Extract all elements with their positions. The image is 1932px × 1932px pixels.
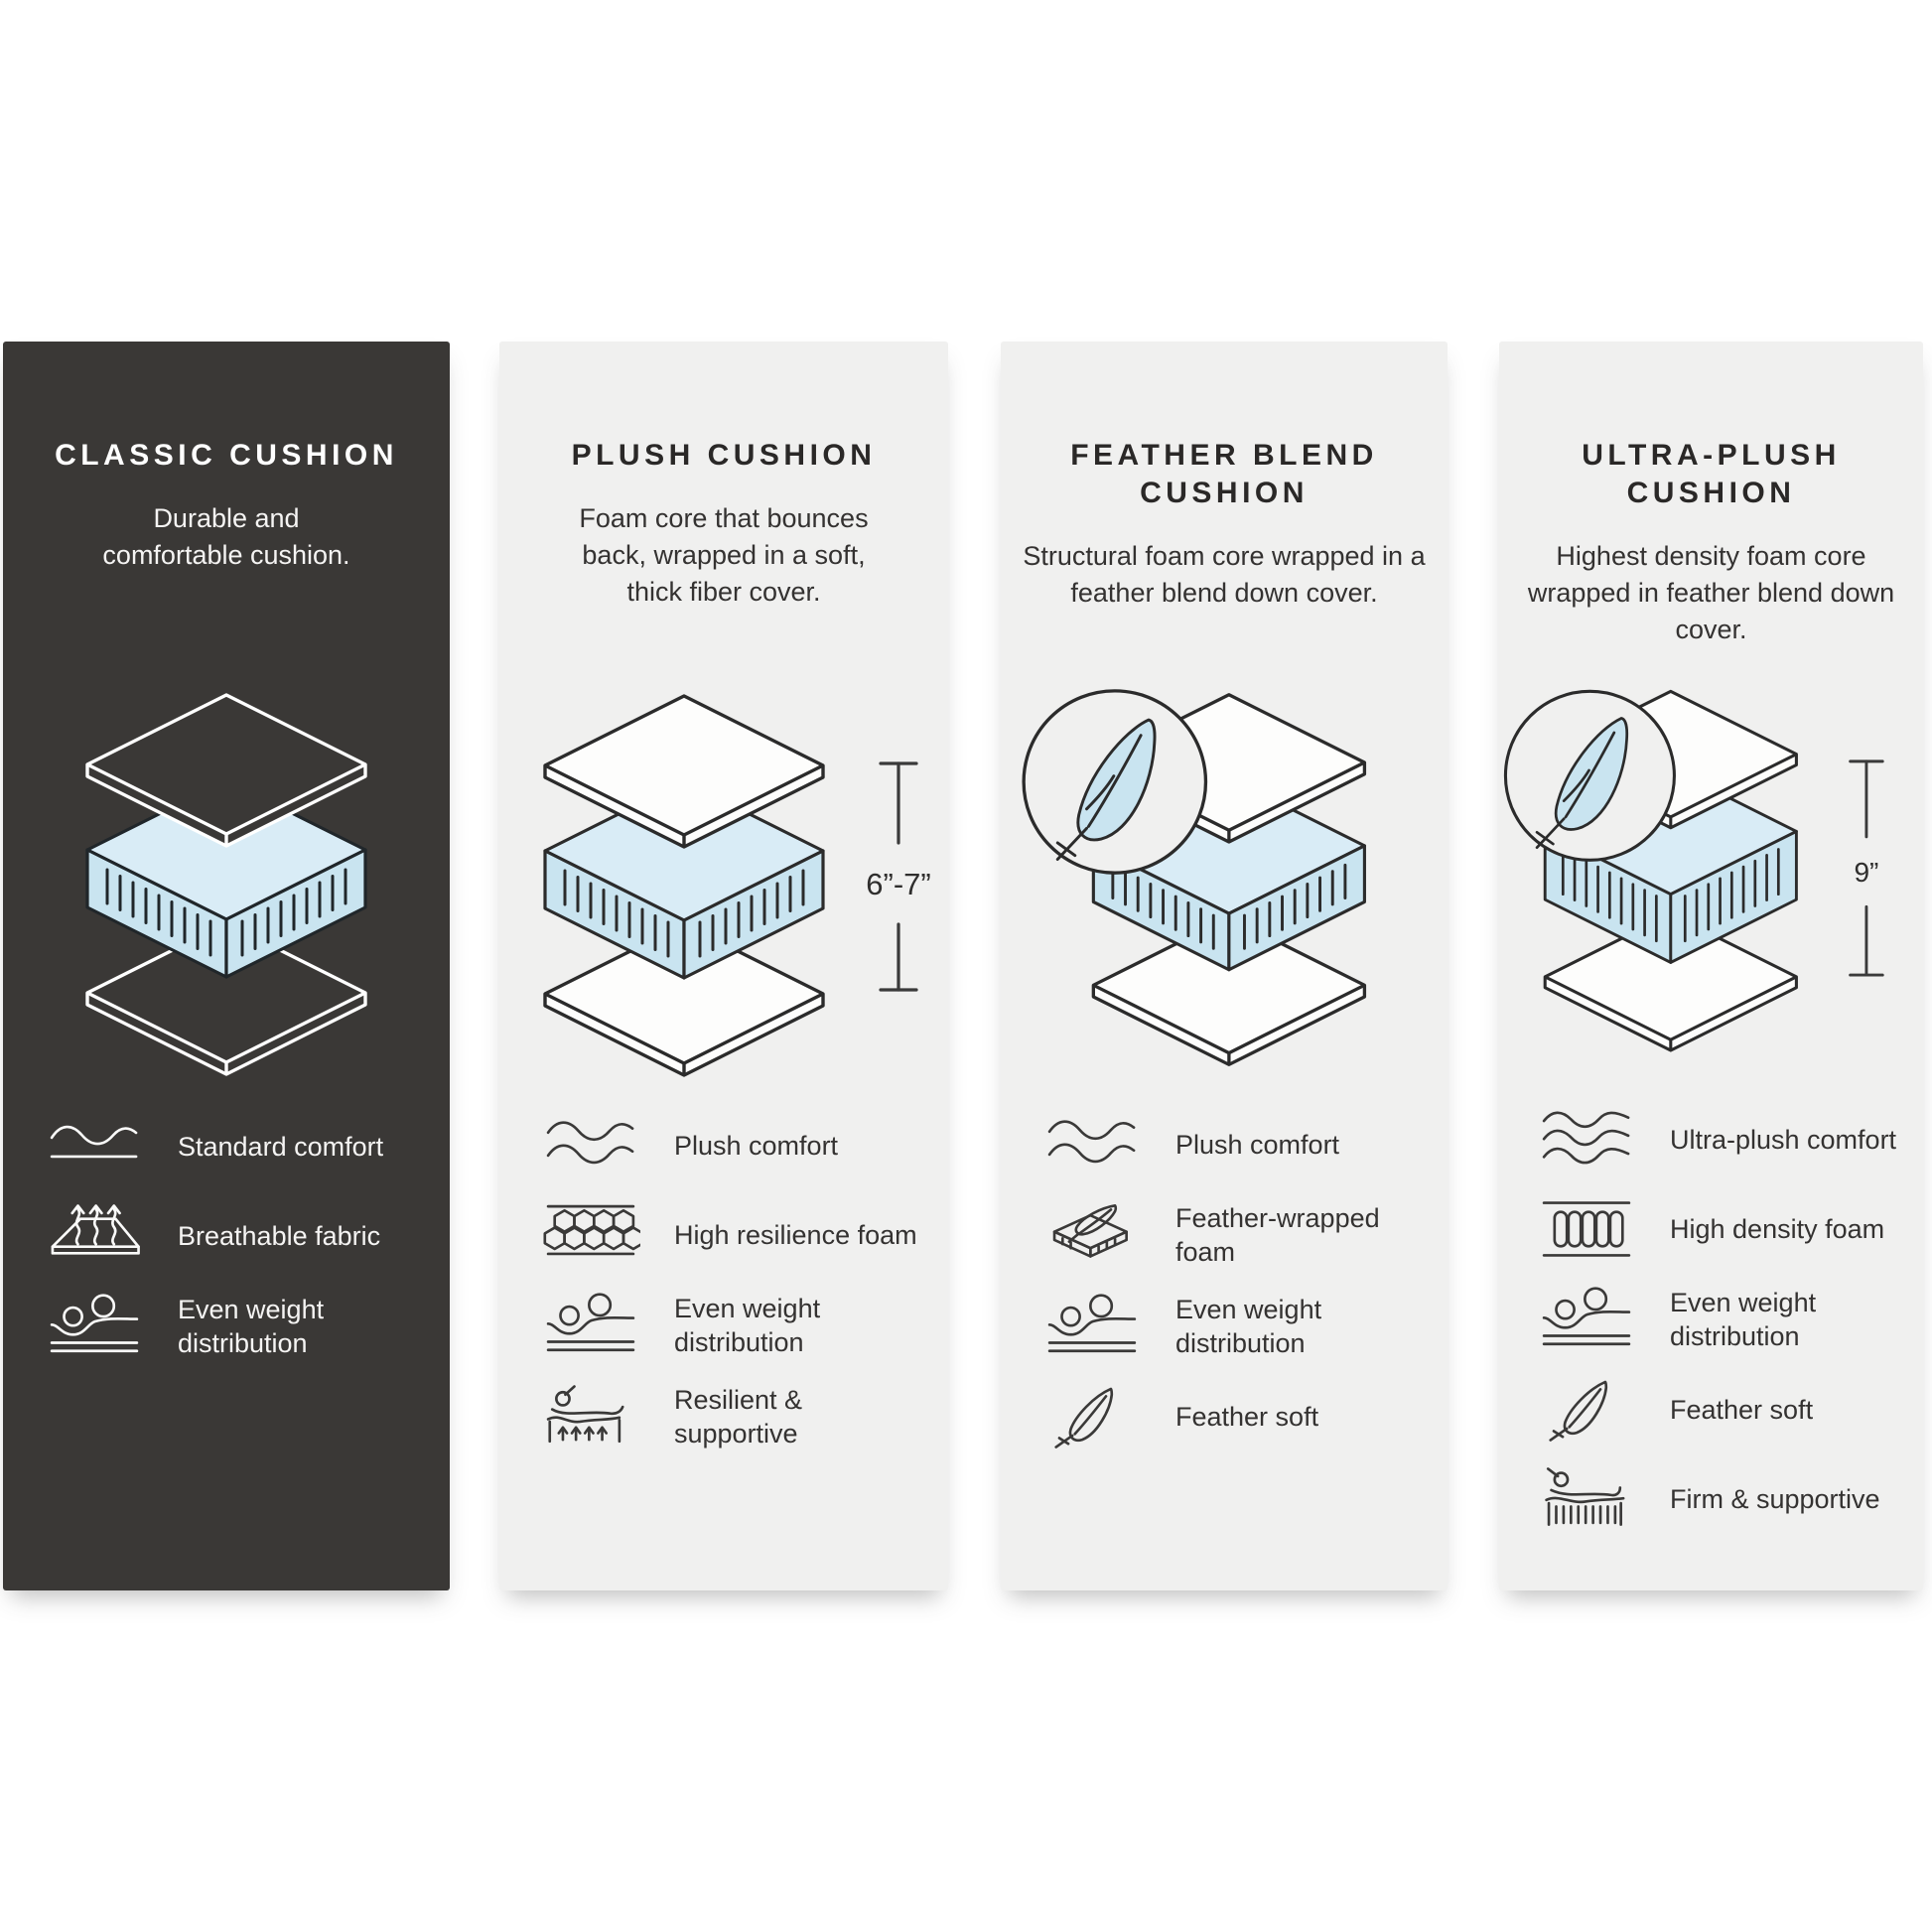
feature-row: [1042, 1112, 1448, 1177]
cushion-stack-illustration: [48, 685, 405, 1086]
panel-ultra-plush-cushion: [1499, 342, 1923, 1590]
feature-row: [1537, 1377, 1923, 1443]
height-measurement: 6”-7”: [866, 867, 931, 901]
feature-row: [541, 1113, 948, 1178]
feather-foam-icon: [1042, 1202, 1142, 1268]
cushion-layers-diagram: [1001, 685, 1448, 1076]
capsule-foam-icon: [1537, 1196, 1636, 1262]
wave-triple-icon: [1537, 1107, 1636, 1173]
feature-label: Even weight distribution: [674, 1294, 821, 1357]
panel-classic-cushion: [3, 342, 450, 1590]
even-weight-icon: [1537, 1287, 1636, 1352]
cushion-stack-illustration: [505, 686, 942, 1087]
even-weight-icon: [45, 1294, 144, 1359]
feature-row: [1042, 1384, 1448, 1449]
feather-badge: [1505, 691, 1674, 860]
feature-label: Plush comfort: [674, 1131, 839, 1161]
feature-row: [45, 1114, 450, 1179]
person-arrows-icon: [541, 1384, 640, 1449]
feature-row: [541, 1383, 948, 1450]
feature-row: [541, 1292, 948, 1359]
cushion-layers-diagram: [1499, 684, 1923, 1061]
panel-description: Highest density foam core wrapped in feather blend down cover.: [1527, 541, 1895, 644]
feature-label: Feather soft: [1175, 1402, 1319, 1432]
feature-label: Feather-wrapped foam: [1175, 1203, 1380, 1267]
panel-title: CLASSIC CUSHION: [55, 439, 398, 472]
person-lines-icon: [1537, 1466, 1636, 1532]
feature-label: Ultra-plush comfort: [1670, 1125, 1897, 1155]
even-weight-icon: [1042, 1294, 1142, 1359]
feather-badge: [1024, 691, 1205, 873]
feather-icon: [1537, 1377, 1636, 1443]
feature-label: High resilience foam: [674, 1220, 917, 1250]
feature-label: Feather soft: [1670, 1395, 1814, 1425]
feature-list: [499, 1113, 948, 1450]
panel-title: PLUSH CUSHION: [571, 439, 877, 472]
feature-row: [1537, 1196, 1923, 1262]
feature-row: [45, 1293, 450, 1360]
feature-row: [45, 1203, 450, 1269]
panel-description: Foam core that bounces back, wrapped in a soft, thick fiber cover.: [579, 503, 869, 607]
feature-label: Plush comfort: [1175, 1130, 1340, 1160]
panel-description: Structural foam core wrapped in a feather blend down cover.: [1023, 541, 1426, 608]
feature-label: Resilient & supportive: [674, 1385, 803, 1449]
feature-row: [1537, 1286, 1923, 1353]
feature-row: [1042, 1201, 1448, 1269]
wave-single-icon: [45, 1114, 144, 1179]
feather-icon: [1042, 1384, 1142, 1449]
breathable-fabric-icon: [45, 1203, 144, 1269]
feature-list: [1001, 1112, 1448, 1449]
feature-row: [541, 1202, 948, 1268]
panel-title: FEATHER BLEND CUSHION: [1070, 439, 1378, 509]
cushion-layers-diagram: [3, 685, 450, 1086]
panel-description: Durable and comfortable cushion.: [102, 503, 350, 570]
feature-row: [1537, 1466, 1923, 1532]
cushion-stack-illustration: [1500, 684, 1922, 1061]
feature-row: [1537, 1107, 1923, 1173]
feature-list: [3, 1114, 450, 1360]
cushion-stack-illustration: [1026, 685, 1423, 1076]
cushion-layers-diagram: [499, 686, 948, 1087]
feature-list: [1499, 1107, 1923, 1532]
panel-title: ULTRA-PLUSH CUSHION: [1582, 439, 1841, 509]
honeycomb-icon: [541, 1202, 640, 1268]
feature-label: Breathable fabric: [178, 1221, 381, 1251]
feature-label: Even weight distribution: [1175, 1295, 1322, 1358]
feature-label: Firm & supportive: [1670, 1484, 1880, 1514]
panel-plush-cushion: [499, 342, 948, 1590]
feature-label: Even weight distribution: [1670, 1288, 1817, 1351]
even-weight-icon: [541, 1293, 640, 1358]
wave-double-icon: [1042, 1112, 1142, 1177]
feature-label: High density foam: [1670, 1214, 1885, 1244]
feature-row: [1042, 1293, 1448, 1360]
feature-label: Even weight distribution: [178, 1295, 325, 1358]
panel-feather-blend-cushion: [1001, 342, 1448, 1590]
height-measurement: 9”: [1854, 857, 1879, 889]
wave-double-icon: [541, 1113, 640, 1178]
feature-label: Standard comfort: [178, 1132, 384, 1162]
